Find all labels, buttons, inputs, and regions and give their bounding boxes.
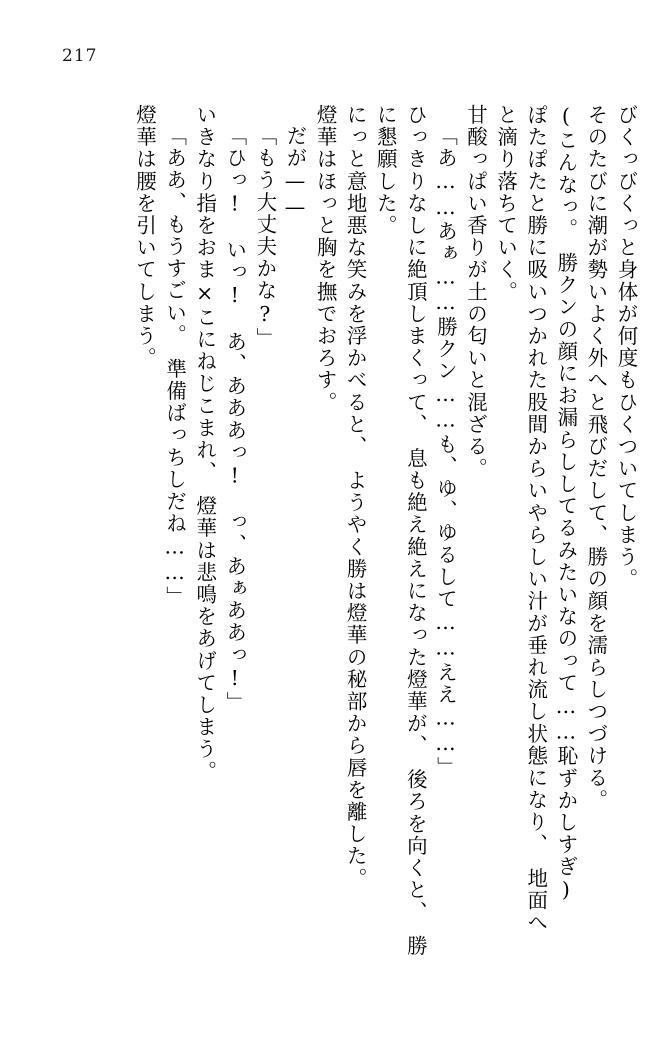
text-line: びくっびくっと身体が何度もひくついてしまう。: [614, 104, 638, 591]
text-line: 甘酸っぱい香りが土の匂いと混ざる。: [463, 104, 488, 480]
text-line: ぽたぽたと勝に吸いつかれた股間からいやらしい汁が垂れ流し状態になり、 地面へ: [523, 104, 548, 934]
text-line: 「もう大丈夫かな?」: [252, 125, 277, 350]
text-line: そのたびに潮が勢いよく外へと飛びだして、勝の顔を濡らしつづける。: [583, 104, 608, 812]
text-line: にっと意地悪な笑みを浮かべると、 ようやく勝は燈華の秘部から唇を離した。: [343, 104, 368, 890]
text-line: (こんなっ。 勝クンの顔にお漏らししてるみたいなのって……恥ずかしすぎ): [553, 104, 578, 904]
text-line: 「あ……あぁ……勝クン……も、ゆ、ゆるして……ええ……」: [433, 125, 458, 779]
text-line: 燈華は腰を引いてしまう。: [132, 104, 157, 370]
text-line: 「ああ、もうすごい。 準備ばっちしだね……」: [162, 125, 187, 608]
text-line: いきなり指をおま×こにねじこまれ、 燈華は悲鳴をあげてしまう。: [192, 104, 217, 783]
vertical-text-body: [36, 104, 636, 994]
text-line: に懇願した。: [373, 104, 398, 237]
text-line: と滴り落ちていく。: [493, 104, 518, 303]
text-line: 「ひっ! いっ! あ、あああっ! っ、あぁああっ!」: [222, 125, 247, 714]
text-line: 燈華はほっと胸を撫でおろす。: [313, 104, 338, 414]
text-line: ひっきりなしに絶頂しまくって、 息も絶え絶えになった燈華が、 後ろを向くと、 勝: [403, 104, 428, 958]
text-line: だが——: [282, 125, 307, 221]
page-number: 217: [62, 46, 98, 66]
